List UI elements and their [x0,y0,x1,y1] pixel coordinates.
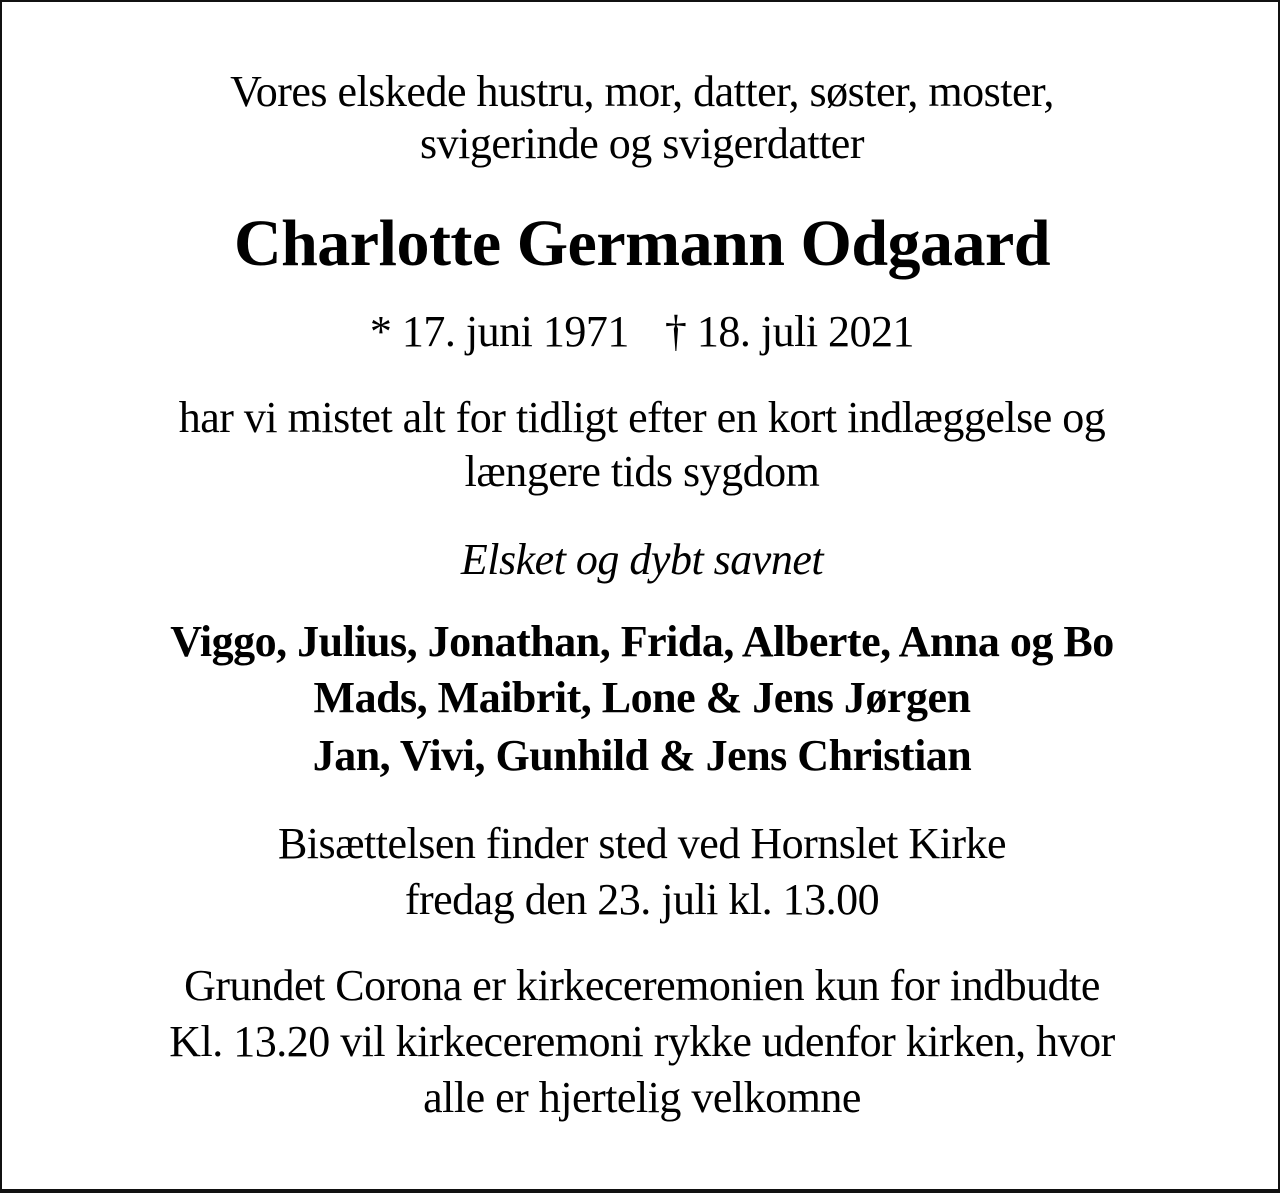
intro-line-2: svigerinde og svigerdatter [420,119,864,168]
mourners-line-3: Jan, Vivi, Gunhild & Jens Christian [312,731,972,780]
corona-note-line-2: Kl. 13.20 vil kirkeceremoni rykke udenfor kirken, hvor [169,1017,1115,1066]
message-line-2: længere tids sygdom [464,447,820,496]
birth-star-icon: * [369,307,392,356]
tagline: Elsket og dybt savnet [460,535,824,584]
message-line-1: har vi mistet alt for tidligt efter en kort indlæggelse og [178,393,1106,442]
intro-line-1: Vores elskede hustru, mor, datter, søster, moster, [230,67,1054,116]
service-line-1: Bisættelsen finder sted ved Hornslet Kirke [277,819,1007,868]
death-cross-icon: † [664,307,687,356]
corona-note-line-1: Grundet Corona er kirkeceremonien kun for indbudte [184,961,1100,1010]
death-date: 18. juli 2021 [696,307,915,356]
corona-note-line-3: alle er hjertelig velkomne [423,1073,861,1122]
birth-date: 17. juni 1971 [401,307,629,356]
mourners-line-1: Viggo, Julius, Jonathan, Frida, Alberte, Anna og Bo [170,617,1114,666]
deceased-name: Charlotte Germann Odgaard [233,207,1051,280]
life-dates [2,306,1280,358]
mourners-line-2: Mads, Maibrit, Lone & Jens Jørgen [313,673,971,722]
service-line-2: fredag den 23. juli kl. 13.00 [404,875,880,924]
